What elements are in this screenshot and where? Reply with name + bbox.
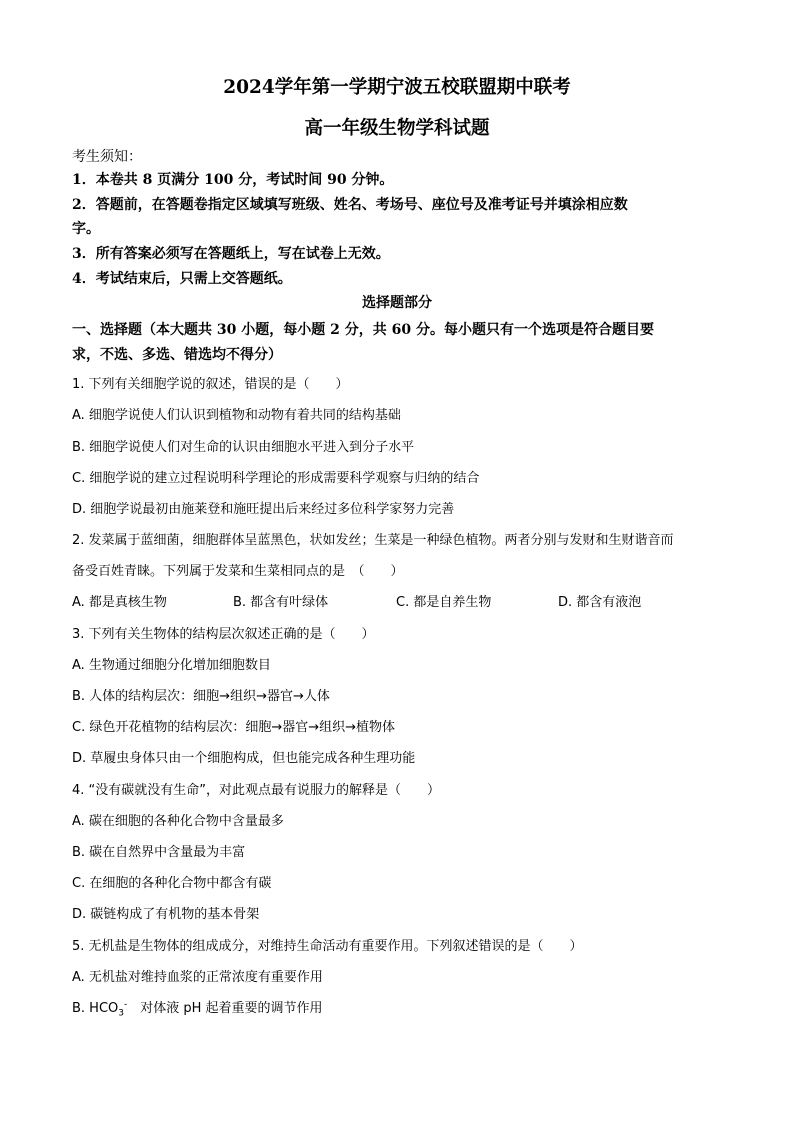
q1-option-a: A. 细胞学说使人们认识到植物和动物有着共同的结构基础 [72, 408, 401, 423]
part-heading-line-2: 求，不选、多选、错选均不得分） [72, 347, 282, 363]
q5-option-b-superscript: - [124, 999, 128, 1010]
q3-stem: 3. 下列有关生物体的结构层次叙述正确的是（ ） [72, 627, 375, 642]
q5-option-b-subscript: 3 [118, 1008, 125, 1019]
q3-option-c: C. 绿色开花植物的结构层次：细胞→器官→组织→植物体 [72, 720, 396, 735]
q1-option-b: B. 细胞学说使人们对生命的认识由细胞水平进入到分子水平 [72, 440, 415, 455]
q2-option-c: C. 都是自养生物 [396, 595, 492, 610]
notice-rule-4: 4．考试结束后，只需上交答题纸。 [72, 271, 292, 287]
q4-option-c: C. 在细胞的各种化合物中都含有碳 [72, 876, 272, 891]
q1-option-c: C. 细胞学说的建立过程说明科学理论的形成需要科学观察与归纳的结合 [72, 471, 480, 486]
q2-option-d: D. 都含有液泡 [558, 595, 642, 610]
q2-stem-line-1: 2. 发菜属于蓝细菌，细胞群体呈蓝黑色，状如发丝；生菜是一种绿色植物。两者分别与发财和生财谐音而 [72, 533, 674, 548]
q4-option-b: B. 碳在自然界中含量最为丰富 [72, 845, 246, 860]
notice-rule-1: 1．本卷共 8 页满分 100 分，考试时间 90 分钟。 [72, 172, 394, 188]
q3-option-a: A. 生物通过细胞分化增加细胞数目 [72, 658, 271, 673]
notice-rule-3: 3．所有答案必须写在答题纸上，写在试卷上无效。 [72, 246, 390, 262]
q3-option-d: D. 草履虫身体只由一个细胞构成，但也能完成各种生理功能 [72, 751, 416, 766]
q4-stem: 4. “没有碳就没有生命”，对此观点最有说服力的解释是（ ） [72, 783, 441, 798]
notice-heading: 考生须知： [72, 149, 142, 165]
q5-option-b-prefix: B. HCO [72, 1001, 119, 1016]
notice-rule-2: 2．答题前，在答题卷指定区域填写班级、姓名、考场号、座位号及准考证号并填涂相应数 [72, 197, 628, 213]
q4-option-d: D. 碳链构成了有机物的基本骨架 [72, 907, 260, 922]
q5-option-b [72, 997, 323, 1019]
exam-subtitle: 高一年级生物学科试题 [304, 118, 490, 139]
exam-title: 2024学年第一学期宁波五校联盟期中联考 [223, 77, 571, 98]
q1-stem: 1. 下列有关细胞学说的叙述，错误的是（ ） [72, 377, 349, 392]
q5-option-b-rest: 对体液 pH 起着重要的调节作用 [127, 1001, 323, 1016]
q2-option-a: A. 都是真核生物 [72, 595, 167, 610]
q2-option-b: B. 都含有叶绿体 [233, 595, 329, 610]
q3-option-b: B. 人体的结构层次：细胞→组织→器官→人体 [72, 689, 330, 704]
q2-stem-line-2: 备受百姓青睐。下列属于发菜和生菜相同点的是 （ ） [72, 564, 404, 579]
q1-option-d: D. 细胞学说最初由施莱登和施旺提出后来经过多位科学家努力完善 [72, 502, 455, 517]
q5-stem: 5. 无机盐是生物体的组成成分，对维持生命活动有重要作用。下列叙述错误的是（ ） [72, 939, 583, 954]
section-heading: 选择题部分 [362, 295, 432, 311]
part-heading-line-1: 一、选择题（本大题共 30 小题，每小题 2 分，共 60 分。每小题只有一个选项是符合题目要 [72, 322, 654, 338]
q5-option-a: A. 无机盐对维持血浆的正常浓度有重要作用 [72, 970, 323, 985]
notice-rule-2-cont: 字。 [72, 221, 100, 237]
q4-option-a: A. 碳在细胞的各种化合物中含量最多 [72, 814, 284, 829]
